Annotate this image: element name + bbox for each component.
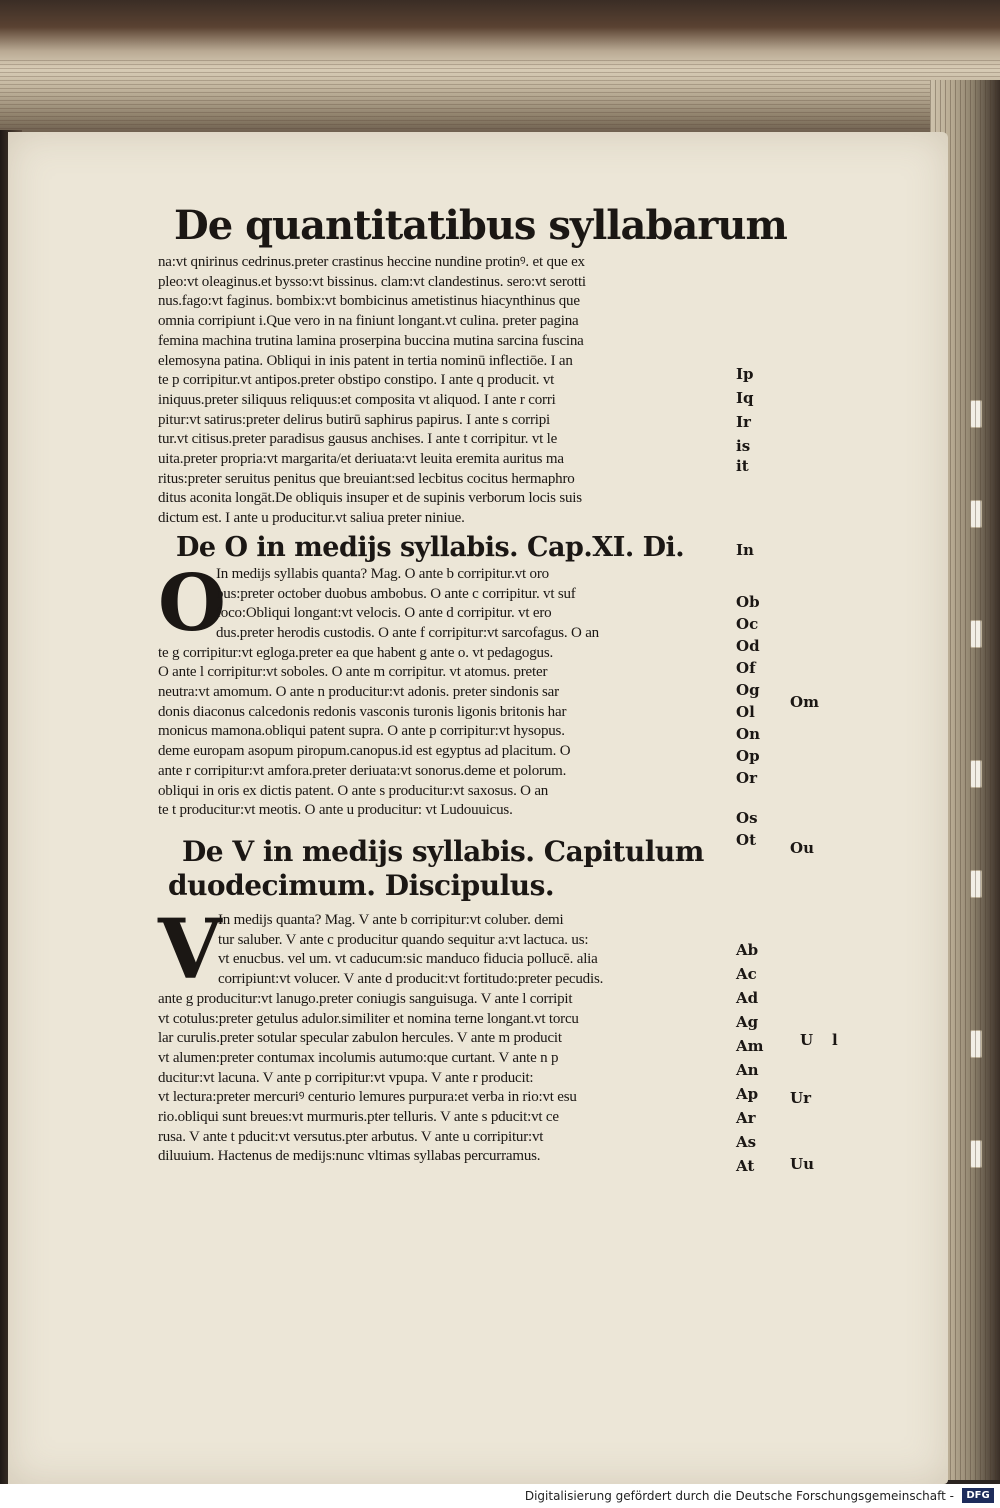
text-line: omnia corripiunt i.Que vero in na finiunt longant.vt culina. preter pagina [158, 313, 579, 330]
margin-note: Ot [736, 831, 756, 849]
text-line: diluuium. Hactenus de medijs:nunc vltimas syllabas percurramus. [158, 1148, 541, 1165]
text-line: neutra:vt amomum. O ante n producitur:vt adonis. preter sindonis sar [158, 684, 559, 701]
margin-note: it [736, 457, 749, 475]
margin-note: Uu [790, 1155, 814, 1173]
margin-note: Ab [736, 941, 759, 959]
section-2 [158, 557, 758, 821]
book-tab [970, 760, 982, 788]
margin-note: Og [736, 681, 760, 699]
initial-o: O [158, 557, 226, 649]
margin-note: Ap [736, 1085, 759, 1103]
book-top-edge [0, 0, 1000, 150]
margin-note: U [800, 1031, 814, 1049]
book-tab [970, 400, 982, 428]
margin-note: Ad [736, 989, 759, 1007]
text-line: ducitur:vt lacuna. V ante p corripitur:vt vpupa. V ante r producit: [158, 1069, 534, 1086]
margin-note: An [736, 1061, 759, 1079]
text-line: monicus mamona.obliqui patent supra. O ante p corripitur:vt hysopus. [158, 723, 565, 740]
page [8, 132, 948, 1484]
margin-note: Ar [736, 1109, 756, 1127]
text-line: ritus:preter seruitus penitus que breuiant:sed lecbitus cocitus hermaphro [158, 470, 575, 487]
text-line: pleo:vt oleaginus.et bysso:vt bissinus. clam:vt clandestinus. sero:vt serotti [158, 273, 586, 290]
book-tab [970, 1140, 982, 1168]
text-line: foco:Obliqui longant:vt velocis. O ante d corripitur. vt ero [216, 605, 552, 622]
margin-note: Ip [736, 365, 754, 383]
margin-note: Od [736, 637, 760, 655]
margin-note: On [736, 725, 760, 743]
margin-note: Op [736, 747, 760, 765]
section-1 [158, 253, 758, 529]
text-line: obliqui in oris ex dictis patent. O ante s producitur:vt saxosus. O an [158, 782, 549, 799]
text-line: na:vt qnirinus cedrinus.preter crastinus heccine nundine protinꝰ. et que ex [158, 254, 585, 270]
margin-note: Ou [790, 839, 814, 857]
text-line: lar curulis.preter sotular specular zabulon hercules. V ante m producit [158, 1030, 562, 1047]
text-block [158, 202, 787, 1167]
margin-note: As [736, 1133, 757, 1151]
text-line: vt cotulus:preter getulus adulor.similiter et nomina terne longant.vt torcu [158, 1010, 579, 1027]
margin-note: In [736, 541, 754, 559]
section-3 [158, 901, 758, 1167]
book-tab [970, 500, 982, 528]
margin-note: Ir [736, 413, 751, 431]
dfg-logo: DFG [962, 1488, 994, 1503]
margin-note: l [832, 1031, 838, 1049]
margin-note: Os [736, 809, 758, 827]
margin-note: Ag [736, 1013, 759, 1031]
text-line: deme europam asopum piropum.canopus.id est egyptus ad placitum. O [158, 743, 571, 760]
margin-note: Om [790, 693, 819, 711]
funding-note: Digitalisierung gefördert durch die Deutsche Forschungsgemeinschaft - [524, 1489, 954, 1503]
text-line: vt alumen:preter contumax incolumis autumo:que curtant. V ante n p [158, 1049, 559, 1066]
text-line: te t producitur:vt meotis. O ante u producitur: vt Ludouuicus. [158, 802, 513, 819]
margin-note: Oc [736, 615, 759, 633]
text-line: O ante l corripitur:vt soboles. O ante m corripitur. vt atomus. preter [158, 664, 548, 681]
text-line: rusa. V ante t pducit:vt versutus.pter arbutus. V ante u corripitur:vt [158, 1128, 544, 1145]
text-line: pitur:vt satirus:preter delirus butirū saphirus papirus. I ante s corripi [158, 411, 550, 428]
text-line: dictum est. I ante u producitur.vt saliua preter niniue. [158, 510, 465, 527]
footer-bar [0, 1484, 1000, 1508]
text-line: vt lectura:preter mercuriꝰ centurio lemures purpura:et verba in rio:vt esu [158, 1089, 577, 1106]
margin-note: Ob [736, 593, 760, 611]
text-line: iniquus.preter siliquus reliquus:et composita vt aliquod. I ante r corri [158, 391, 556, 408]
book-tab [970, 870, 982, 898]
book-tab [970, 1030, 982, 1058]
running-head: De quantitatibus syllabarum [174, 202, 787, 249]
chapter-heading-12-line-2: duodecimum. Discipulus. [168, 868, 555, 902]
text-line: donis diaconus calcedonis redonis vasconis turonis ligonis britonis har [158, 703, 567, 720]
text-line: uita.preter propria:vt margarita/et deriuata:vt leuita eremita auritus ma [158, 451, 564, 468]
margin-note: is [736, 437, 751, 455]
text-line: nus.fago:vt faginus. bombix:vt bombicinus ametistinus hiacynthinus que [158, 293, 580, 310]
text-line: tur.vt citisus.preter paradisus gausus anchises. I ante t corripitur. vt le [158, 431, 558, 448]
text-line: corripiunt:vt volucer. V ante d producit:vt fortitudo:preter pecudis. [218, 971, 604, 988]
margin-note: At [736, 1157, 755, 1175]
margin-note: Iq [736, 389, 754, 407]
margin-note: Of [736, 659, 756, 677]
chapter-heading-11: De O in medijs syllabis. Cap.XI. Di. [176, 531, 685, 563]
initial-v: V [158, 901, 222, 998]
text-line: elemosyna patina. Obliqui in inis patent in tertia nominū inflectiōe. I an [158, 352, 573, 369]
text-line: rio.obliqui sunt breues:vt murmuris.pter telluris. V ante s pducit:vt ce [158, 1109, 559, 1126]
text-line: ante g producitur:vt lanugo.preter coniugis sanguisuga. V ante l corripit [158, 990, 573, 1007]
margin-note: Ac [736, 965, 757, 983]
text-line: In medijs quanta? Mag. V ante b corripitur:vt coluber. demi [218, 911, 564, 928]
text-line: dus.preter herodis custodis. O ante f corripitur:vt sarcofagus. O an [216, 624, 599, 641]
book-tab [970, 620, 982, 648]
margin-note: Am [736, 1037, 764, 1055]
text-line: vt enucbus. vel um. vt caducum:sic manduco fiducia pollucē. alia [218, 951, 598, 968]
text-line: femina machina trutina lamina proserpina buccina mutina sarcina fuscina [158, 332, 584, 349]
text-line: te g corripitur:vt egloga.preter ea que habent g ante o. vt pedagogus. [158, 644, 554, 661]
text-line: In medijs syllabis quanta? Mag. O ante b corripitur.vt oro [216, 565, 549, 582]
chapter-heading-12-line-1: De V in medijs syllabis. Capitulum [182, 834, 704, 868]
margin-note: Or [736, 769, 757, 787]
margin-note: Ol [736, 703, 755, 721]
text-line: bus:preter october duobus ambobus. O ante c corripitur. vt suf [216, 585, 576, 602]
margin-note: Ur [790, 1089, 811, 1107]
text-line: ditus aconita longāt.De obliquis insuper et de supinis verborum locis suis [158, 490, 582, 507]
text-line: ante r corripitur:vt amfora.preter deriuata:vt sonorus.deme et polorum. [158, 762, 567, 779]
text-line: te p corripitur.vt antipos.preter obstipo constipo. I ante q producit. vt [158, 372, 555, 389]
text-line: tur saluber. V ante c producitur quando sequitur a:vt lactuca. us: [218, 931, 589, 948]
